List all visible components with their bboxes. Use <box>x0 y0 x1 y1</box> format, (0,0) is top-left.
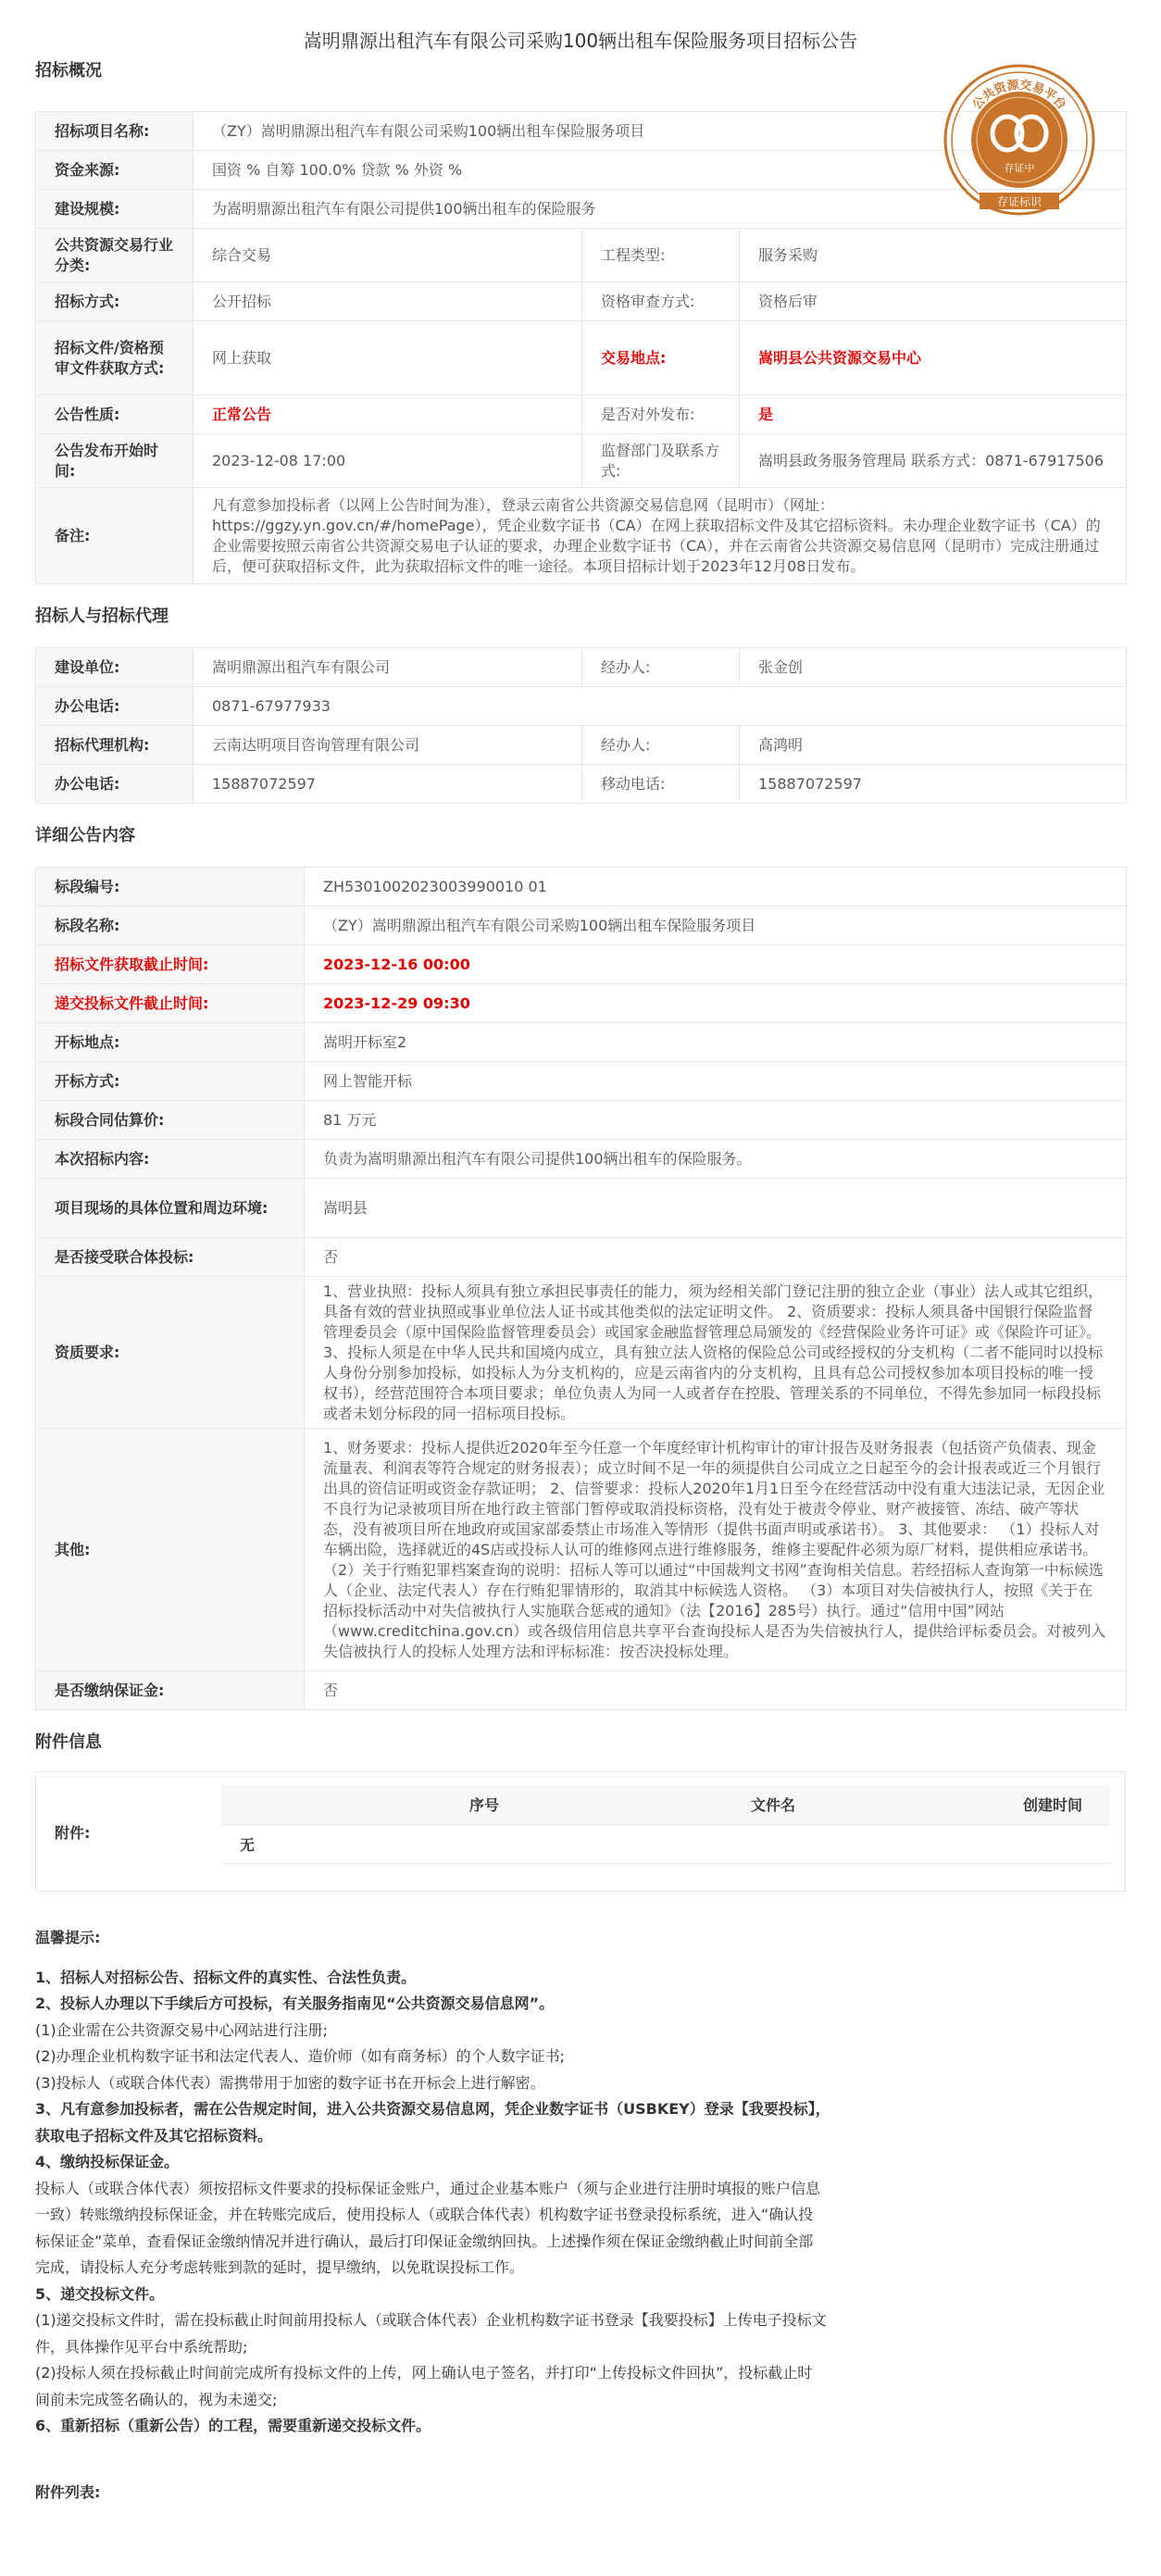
tip-line: 一致）转账缴纳投标保证金，并在转账完成后，使用投标人（或联合体代表）机构数字证书登录投标系统，进入“确认投 <box>35 2206 814 2223</box>
label: 办公电话: <box>36 687 194 726</box>
tip-line: 6、重新招标（重新公告）的工程，需要重新递交投标文件。 <box>35 2417 431 2434</box>
label: 资格审查方式: <box>582 282 740 321</box>
construction-scale: 为嵩明鼎源出租汽车有限公司提供100辆出租车的保险服务 <box>194 190 1127 229</box>
trade-place: 嵩明县公共资源交易中心 <box>740 321 1127 395</box>
section-code: ZH5301002023003990010 01 <box>305 868 1127 907</box>
label: 公告性质: <box>36 395 194 434</box>
tip-line: (1)企业需在公共资源交易中心网站进行注册; <box>35 2020 329 2039</box>
doc-method: 网上获取 <box>194 321 582 395</box>
label: 资质要求: <box>36 1277 305 1429</box>
label: 其他: <box>36 1429 305 1671</box>
label: 经办人: <box>582 726 740 765</box>
label: 标段名称: <box>36 907 305 945</box>
attachments-box <box>35 1771 1126 1892</box>
tip-line: (2)投标人须在投标截止时间前完成所有投标文件的上传，网上确认电子签名，并打印“上传投标文件回执”，投标截止时 <box>35 2364 813 2382</box>
section-overview-title: 招标概况 <box>35 61 102 81</box>
tip-line: (2)办理企业机构数字证书和法定代表人、造价师（如有商务标）的个人数字证书; <box>35 2047 566 2065</box>
col-filename: 文件名 <box>527 1785 823 1824</box>
construction-unit: 嵩明鼎源出租汽车有限公司 <box>194 648 582 687</box>
attachments-table <box>221 1785 1110 1864</box>
page-title: 嵩明鼎源出租汽车有限公司采购100辆出租车保险服务项目招标公告 <box>303 30 858 52</box>
tip-line: 件，具体操作见平台中系统帮助; <box>35 2337 248 2356</box>
other-requirements: 1、财务要求：投标人提供近2020年至今任意一个年度经审计机构审计的审计报告及财务报表（包括资产负债表、现金流量表、利润表等符合规定的财务报表）；成立时间不足一年的须提供自公司成立之日起至今的会计报表或近三个月银行出具的资信证明或资金存款证明； 2、信誉要求：投标人2020年1月1日至今在经营活动中没有重大违法记录，无因企业不良行为记录被项目所在地行政主管部门暂停或取消投标资格，没有处于被责令停业、财产被接管、冻结、破产等状态，没有被项目所在地政府或国家部委禁止市场准入等情形（提供书面声明或承诺书）。 3、其他要求： （1）投标人对车辆出险，选择就近的4S店或投标人认可的维修网点进行维修服务，维修主要配件必须为原厂材料，提供相应承诺书。 （2）关于行贿犯罪档案查询的说明：招标人等可以通过“中国裁判文书网”查询相关信息。若经招标人查询第一中标候选人（企业、法定代表人）存在行贿犯罪情形的，取消其中标候选人资格。 （3）本项目对失信被执行人，按照《关于在招标投标活动中对失信被执行人实施联合惩戒的通知》（法【2016】285号）执行。通过“信用中国”网站（www.creditchina.gov.cn）或各级信用信息共享平台查询投标人是否为失信被执行人，提供给评标委员会。对被列入失信被执行人的投标人处理方法和评标标准：按否决投标处理。 <box>305 1429 1127 1671</box>
publish-start-time: 2023-12-08 17:00 <box>194 434 582 488</box>
label: 项目现场的具体位置和周边环境: <box>36 1179 305 1238</box>
joint-bid: 否 <box>305 1238 1127 1277</box>
tip-line: 获取电子招标文件及其它招标资料。 <box>35 2126 273 2145</box>
label: 交易地点: <box>582 321 740 395</box>
funding-source: 国资 % 自筹 100.0% 贷款 % 外资 % <box>194 151 1127 190</box>
label: 招标项目名称: <box>36 112 194 151</box>
section-name: （ZY）嵩明鼎源出租汽车有限公司采购100辆出租车保险服务项目 <box>305 907 1127 945</box>
attachments-label: 附件: <box>36 1772 212 1891</box>
label: 建设单位: <box>36 648 194 687</box>
bidding-content: 负责为嵩明鼎源出租汽车有限公司提供100辆出租车的保险服务。 <box>305 1140 1127 1179</box>
contract-estimate: 81 万元 <box>305 1101 1127 1140</box>
industry-category: 综合交易 <box>194 229 582 282</box>
label: 是否缴纳保证金: <box>36 1671 305 1710</box>
doc-deadline: 2023-12-16 00:00 <box>305 945 1127 984</box>
agency-handler: 高鸿明 <box>740 726 1127 765</box>
tip-line: 3、凡有意参加投标者，需在公告规定时间，进入公共资源交易信息网，凭企业数字证书（USBKEY）登录【我要投标】， <box>35 2100 830 2118</box>
tip-line: 5、递交投标文件。 <box>35 2284 165 2303</box>
section-detail-title: 详细公告内容 <box>35 826 135 845</box>
col-no: 序号 <box>221 1785 527 1824</box>
label: 标段合同估算价: <box>36 1101 305 1140</box>
attachments-empty: 无 <box>221 1824 1110 1863</box>
stamp-bottom-text: 存证标识 <box>996 195 1042 208</box>
tip-line: 投标人（或联合体代表）须按招标文件要求的投标保证金账户，通过企业基本账户（须与企业进行注册时填报的账户信息 <box>35 2179 821 2197</box>
label: 开标地点: <box>36 1023 305 1062</box>
label: 公告发布开始时间: <box>36 434 194 488</box>
stamp-center-text: 存证中 <box>1004 162 1035 174</box>
tip-line: 1、招标人对招标公告、招标文件的真实性、合法性负责。 <box>35 1968 417 1986</box>
deposit-required: 否 <box>305 1671 1127 1710</box>
supervisor-contact: 嵩明县政务服务管理局 联系方式：0871-67917506 <box>740 434 1127 488</box>
label: 招标代理机构: <box>36 726 194 765</box>
project-type: 服务采购 <box>740 229 1127 282</box>
open-place: 嵩明开标室2 <box>305 1023 1127 1062</box>
tip-line: 完成，请投标人充分考虑转账到款的延时，提早缴纳，以免耽误投标工作。 <box>35 2258 525 2276</box>
tips-heading: 温馨提示: <box>35 1929 101 1946</box>
label: 是否对外发布: <box>582 395 740 434</box>
handler: 张金创 <box>740 648 1127 687</box>
trade-platform-stamp-icon <box>943 63 1096 217</box>
announcement-nature: 正常公告 <box>194 395 582 434</box>
agency-name: 云南达明项目咨询管理有限公司 <box>194 726 582 765</box>
detail-table <box>35 867 1127 1710</box>
label: 建设规模: <box>36 190 194 229</box>
bid-deadline: 2023-12-29 09:30 <box>305 984 1127 1023</box>
section-agency-title: 招标人与招标代理 <box>35 606 169 626</box>
tip-line: 4、缴纳投标保证金。 <box>35 2153 180 2170</box>
label: 招标文件/资格预审文件获取方式: <box>36 321 194 395</box>
section-attachments-title: 附件信息 <box>35 1732 102 1752</box>
label: 公共资源交易行业分类: <box>36 229 194 282</box>
label: 工程类型: <box>582 229 740 282</box>
attach-list-label: 附件列表: <box>35 2482 101 2501</box>
public-release: 是 <box>740 395 1127 434</box>
qualification-method: 资格后审 <box>740 282 1127 321</box>
agency-phone: 15887072597 <box>194 765 582 804</box>
label: 办公电话: <box>36 765 194 804</box>
tips-block <box>35 1925 1126 2440</box>
bidding-method: 公开招标 <box>194 282 582 321</box>
tip-line: 2、投标人办理以下手续后方可投标，有关服务指南见“公共资源交易信息网”。 <box>35 1995 555 2012</box>
project-name: （ZY）嵩明鼎源出租汽车有限公司采购100辆出租车保险服务项目 <box>194 112 1127 151</box>
mobile-phone: 15887072597 <box>740 765 1127 804</box>
label: 经办人: <box>582 648 740 687</box>
label: 监督部门及联系方式: <box>582 434 740 488</box>
label: 资金来源: <box>36 151 194 190</box>
project-site: 嵩明县 <box>305 1179 1127 1238</box>
tip-line: 间前未完成签名确认的，视为未递交; <box>35 2390 278 2408</box>
label: 招标文件获取截止时间: <box>36 945 305 984</box>
tip-line: (1)递交投标文件时，需在投标截止时间前用投标人（或联合体代表）企业机构数字证书登录【我要投标】上传电子投标文 <box>35 2311 827 2329</box>
tip-line: (3)投标人（或联合体代表）需携带用于加密的数字证书在开标会上进行解密。 <box>35 2073 545 2092</box>
label: 是否接受联合体投标: <box>36 1238 305 1277</box>
col-created: 创建时间 <box>823 1785 1110 1824</box>
label: 递交投标文件截止时间: <box>36 984 305 1023</box>
label: 招标方式: <box>36 282 194 321</box>
office-phone: 0871-67977933 <box>194 687 1127 726</box>
label: 移动电话: <box>582 765 740 804</box>
stamp-ring-text: 公共资源交易平台 <box>969 78 1069 113</box>
label: 开标方式: <box>36 1062 305 1101</box>
qualification-requirements: 1、营业执照：投标人须具有独立承担民事责任的能力，须为经相关部门登记注册的独立企业（事业）法人或其它组织，具备有效的营业执照或事业单位法人证书或其他类似的法定证明文件。 2、资质要求：投标人须具备中国银行保险监督管理委员会（原中国保险监督管理委员会）或国家金融监督管理总局颁发的《经营保险业务许可证》或《保险许可证》。 3、投标人须是在中华人民共和国境内成立，具有独立法人资格的保险总公司或经授权的分支机构（二者不能同时以投标人身份分别参加投标，如投标人为分支机构的，应是云南省内的分支机构，且具有总公司授权参加本项目投标的唯一授权书），经营范围符合本项目要求；单位负责人为同一人或者存在控股、管理关系的不同单位，不得先参加同一标段投标或者未划分标段的同一招标项目投标。 <box>305 1277 1127 1429</box>
label: 标段编号: <box>36 868 305 907</box>
label: 本次招标内容: <box>36 1140 305 1179</box>
agency-table <box>35 647 1127 804</box>
label: 备注: <box>36 488 194 584</box>
open-method: 网上智能开标 <box>305 1062 1127 1101</box>
tip-line: 标保证金”菜单，查看保证金缴纳情况并进行确认，最后打印保证金缴纳回执。上述操作须在保证金缴纳截止时间前全部 <box>35 2232 814 2250</box>
remark: 凡有意参加投标者（以网上公告时间为准），登录云南省公共资源交易信息网（昆明市）（网址：https://ggzy.yn.gov.cn/#/homePage），凭企业数字证书（CA）在网上获取招标文件及其它招标资料。未办理企业数字证书（CA）的企业需要按照云南省公共资源交易电子认证的要求，办理企业数字证书（CA），并在云南省公共资源交易信息网（昆明市）完成注册通过后，便可获取招标文件，此为获取招标文件的唯一途径。本项目招标计划于2023年12月08日发布。 <box>194 488 1127 584</box>
